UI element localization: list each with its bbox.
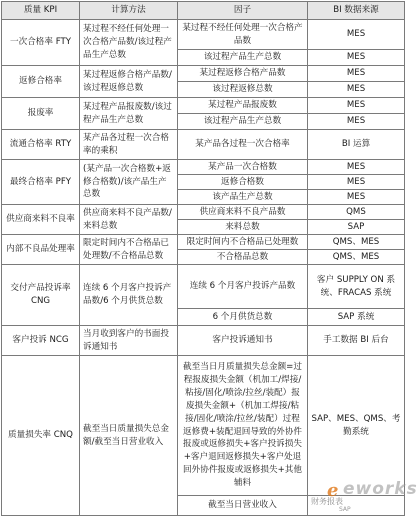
kpi-cell: 一次合格率 FTY (2, 20, 80, 66)
table-row (2, 356, 405, 496)
factor-cell: 该过程产品生产总数 (178, 50, 308, 66)
method-cell: 供应商来料不良产品数/来料总数 (80, 205, 178, 235)
source-cell: MES (308, 114, 405, 130)
source-cell: 手工数据 BI 后台 (308, 326, 405, 356)
kpi-cell: 内部不良品处理率 (2, 235, 80, 265)
kpi-cell: 返修合格率 (2, 66, 80, 98)
source-cell: MES (308, 190, 405, 205)
factor-cell: 客户投诉通知书 (178, 326, 308, 356)
source-cell: MES (308, 66, 405, 82)
source-cell: MES (308, 50, 405, 66)
eworks-watermark (307, 479, 418, 514)
factor-cell: 不合格品总数 (178, 250, 308, 265)
watermark-sublabel: SAP (339, 506, 351, 513)
source-cell: QMS、MES (308, 235, 405, 250)
method-cell: 连续 6 个月客户投诉产品数/6 个月供货总数 (80, 265, 178, 326)
table-row (2, 265, 405, 309)
kpi-cell: 质量损失率 CNQ (2, 356, 80, 516)
factor-cell: 该过程产品生产总数 (178, 114, 308, 130)
factor-cell: 某产品各过程一次合格率 (178, 130, 308, 160)
factor-cell: 返修合格数 (178, 175, 308, 190)
table-row (2, 130, 405, 160)
factor-cell: 来料总数 (178, 220, 308, 235)
table-row (2, 235, 405, 250)
method-cell: 某过程返修合格产品数/该过程返修总数 (80, 66, 178, 98)
header-factor: 因子 (178, 2, 308, 20)
factor-cell: 某过程返修合格产品数 (178, 66, 308, 82)
source-cell: SAP (308, 220, 405, 235)
source-cell: MES (308, 175, 405, 190)
source-cell: SAP 系统 (308, 309, 405, 326)
watermark-brand: eworks (343, 479, 418, 499)
source-cell: QMS、MES (308, 250, 405, 265)
source-cell: MES (308, 82, 405, 98)
factor-cell: 该产品生产总数 (178, 190, 308, 205)
watermark-logo-mark: e (327, 480, 339, 501)
watermark-label: 财务报表 (311, 497, 343, 506)
method-cell: 限定时间内不合格品已处理数/不合格品总数 (80, 235, 178, 265)
table-row (2, 66, 405, 82)
quality-kpi-table (1, 1, 405, 516)
source-cell: SAP、MES、QMS、考勤系统 (308, 356, 405, 496)
header-row (2, 2, 405, 20)
method-cell: 某产品各过程一次合格率的乘积 (80, 130, 178, 160)
source-cell: QMS (308, 205, 405, 220)
source-cell: MES (308, 160, 405, 175)
source-cell: MES (308, 98, 405, 114)
factor-cell: 截至当日营业收入 (178, 496, 308, 516)
header-method: 计算方法 (80, 2, 178, 20)
method-cell: 截至当日质量损失总金额/截至当日营业收入 (80, 356, 178, 516)
method-cell: (某产品一次合格数+返修合格数)/该产品生产总数 (80, 160, 178, 205)
header-source: BI 数据来源 (308, 2, 405, 20)
factor-cell: 某过程产品报废数 (178, 98, 308, 114)
factor-cell: 6 个月供货总数 (178, 309, 308, 326)
kpi-cell: 流通合格率 RTY (2, 130, 80, 160)
kpi-cell: 客户投诉 NCG (2, 326, 80, 356)
factor-cell: 该过程返修总数 (178, 82, 308, 98)
factor-cell: 截至当日月质量损失总金额=过程报废损失金额（机加工/焊接/粘接/固化/喷涂/拉丝/装配）报废损失金额+（机加工焊接/粘接/固化/喷涂/拉丝/装配）过程返修费+装配退回导致的外协件报废或返修损失+客户投诉损失+客户退回返修损失+客户处退回外协件报废或返修损失+其他辅料 (178, 356, 308, 496)
factor-cell: 限定时间内不合格品已处理数 (178, 235, 308, 250)
kpi-cell: 最终合格率 PFY (2, 160, 80, 205)
factor-cell: 某产品一次合格数 (178, 160, 308, 175)
table-row (2, 160, 405, 175)
source-cell: 客户 SUPPLY ON 系统、FRACAS 系统 (308, 265, 405, 309)
factor-cell: 连续 6 个月客户投诉产品数 (178, 265, 308, 309)
table-row (2, 326, 405, 356)
method-cell: 某过程产品报废数/该过程产品生产总数 (80, 98, 178, 130)
kpi-cell: 报废率 (2, 98, 80, 130)
header-kpi: 质量 KPI (2, 2, 80, 20)
factor-cell: 某过程不经任何处理一次合格产品数 (178, 20, 308, 50)
kpi-cell: 供应商来料不良率 (2, 205, 80, 235)
source-cell: BI 运算 (308, 130, 405, 160)
table-row (2, 20, 405, 50)
method-cell: 当月收到客户的书面投诉通知书 (80, 326, 178, 356)
source-cell: MES (308, 20, 405, 50)
kpi-cell: 交付产品投诉率 CNG (2, 265, 80, 326)
method-cell: 某过程不经任何处理一次合格产品数/该过程产品生产总数 (80, 20, 178, 66)
table-row (2, 205, 405, 220)
factor-cell: 供应商来料不良产品数 (178, 205, 308, 220)
table-row (2, 98, 405, 114)
